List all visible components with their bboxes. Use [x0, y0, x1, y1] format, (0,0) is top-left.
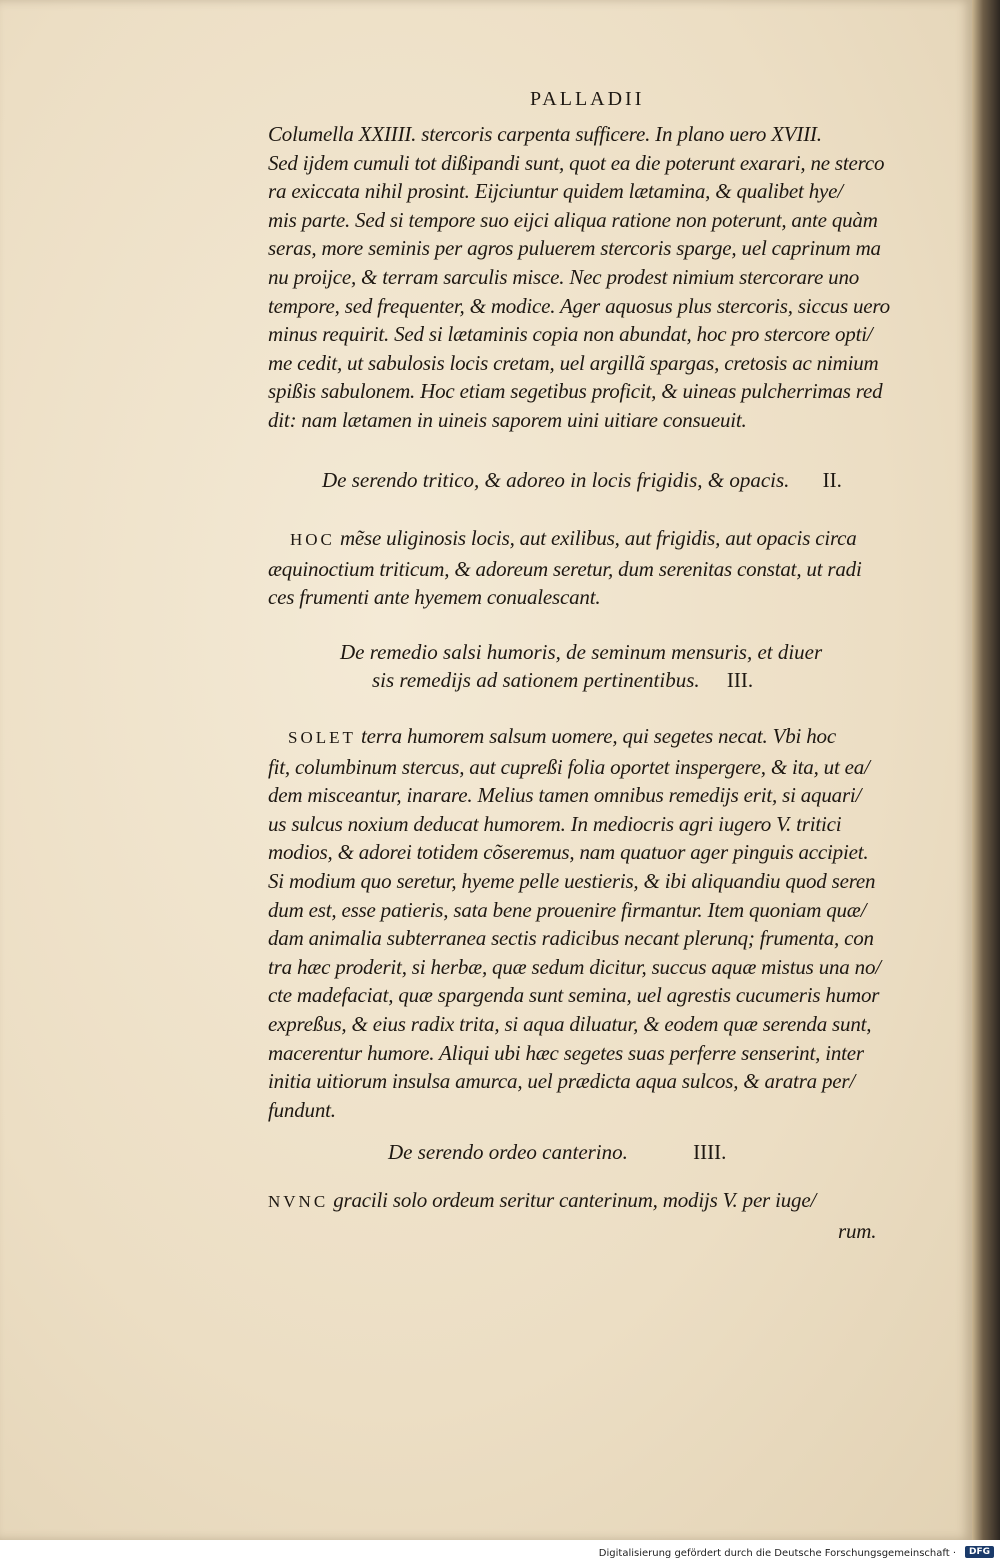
heading-text: De serendo tritico, & adoreo in locis frigidis, & opacis. — [322, 468, 790, 492]
paragraph-2 — [268, 524, 918, 612]
initial-word: NVNC — [268, 1192, 329, 1211]
heading-text: sis remedijs ad sationem pertinentibus. — [372, 668, 700, 692]
paragraph-line: fit, columbinum stercus, aut cupreßi folia oportet inspergere, & ita, ut ea/ — [268, 754, 870, 779]
chapter-heading-3-line-1: De remedio salsi humoris, de seminum mensuris, et diuer — [340, 640, 823, 664]
paragraph-line: dum est, esse patieris, sata bene prouenire firmantur. Item quoniam quæ/ — [268, 897, 867, 922]
paragraph-line: dit: nam lætamen in uineis saporem uini uitiare consueuit. — [268, 407, 747, 432]
paragraph-line: æquinoctium triticum, & adoreum seretur, dum serenitas constat, ut radi — [268, 556, 862, 581]
chapter-number: IIII. — [693, 1140, 727, 1164]
paragraph-line — [268, 1186, 918, 1217]
chapter-number: III. — [726, 668, 754, 692]
chapter-heading-4 — [388, 1140, 726, 1165]
paragraph-line: minus requirit. Sed si lætaminis copia non abundat, hoc pro stercore opti/ — [268, 322, 873, 347]
paragraph-line: Si modium quo seretur, hyeme pelle uestieris, & ibi aliquandiu quod seren — [268, 868, 876, 893]
paragraph-line: ces frumenti ante hyemem conualescant. — [268, 585, 601, 610]
paragraph-line: dem misceantur, inarare. Melius tamen omnibus remedijs erit, si aquari/ — [268, 783, 862, 808]
paragraph-line: Columella XXIIII. stercoris carpenta sufficere. In plano uero XVIII. — [268, 122, 822, 146]
paragraph-line: modios, & adorei totidem cõseremus, nam quatuor ager pinguis accipiet. — [268, 840, 869, 865]
running-head: PALLADII — [530, 88, 645, 110]
line-text: terra humorem salsum uomere, qui segetes necat. Vbi hoc — [355, 724, 836, 748]
paragraph-line: expreßus, & eius radix trita, si aqua diluatur, & eodem quæ serenda sunt, — [268, 1011, 872, 1036]
paragraph-line: seras, more seminis per agros puluerem stercoris sparge, uel caprinum ma — [268, 236, 881, 261]
line-text: gracili solo ordeum seritur canterinum, modijs V. per iuge/ — [328, 1188, 817, 1212]
chapter-heading-2 — [322, 468, 842, 493]
line-text: mẽse uliginosis locis, aut exilibus, aut frigidis, aut opacis circa — [334, 526, 857, 550]
initial-word: HOC — [290, 530, 335, 549]
paragraph-line: ra exiccata nihil prosint. Eijciuntur quidem lætamina, & qualibet hye/ — [268, 179, 843, 204]
paragraph-line: me cedit, ut sabulosis locis cretam, uel argillã spargas, cretosis ac nimium — [268, 350, 879, 375]
paragraph-line: rum. — [838, 1218, 877, 1243]
paragraph-line: tempore, sed frequenter, & modice. Ager aquosus plus stercoris, siccus uero — [268, 293, 890, 318]
heading-text: De serendo ordeo canterino. — [388, 1140, 628, 1164]
paragraph-1 — [268, 120, 918, 435]
paragraph-line: macerentur humore. Aliqui ubi hæc segetes suas perferre senserint, inter — [268, 1040, 864, 1065]
funding-credit: Digitalisierung gefördert durch die Deutsche Forschungsgemeinschaft · — [598, 1548, 956, 1559]
paragraph-line: tra hæc proderit, si herbæ, quæ sedum dicitur, succus aquæ mistus una no/ — [268, 954, 881, 979]
paragraph-line: fundunt. — [268, 1097, 336, 1122]
paragraph-line: nu proijce, & terram sarculis misce. Nec prodest nimium stercorare uno — [268, 264, 860, 289]
initial-word: SOLET — [288, 728, 356, 747]
paragraph-line — [268, 524, 918, 555]
chapter-heading-3-line-2 — [372, 668, 753, 693]
paragraph-line: Sed ijdem cumuli tot dißipandi sunt, quot ea die poterunt exarari, ne sterco — [268, 150, 885, 175]
chapter-number: II. — [822, 468, 842, 492]
paragraph-line: mis parte. Sed si tempore suo eijci aliqua ratione non poterunt, ante quàm — [268, 207, 878, 232]
paragraph-4 — [268, 1186, 918, 1245]
paragraph-3 — [268, 722, 918, 1124]
dfg-logo: DFG — [965, 1546, 994, 1558]
paragraph-line: us sulcus noxium deducat humorem. In mediocris agri iugero V. tritici — [268, 811, 842, 836]
paragraph-line: spißis sabulonem. Hoc etiam segetibus proficit, & uineas pulcherrimas red — [268, 379, 883, 404]
paragraph-line: cte madefaciat, quæ spargenda sunt semina, uel agrestis cucumeris humor — [268, 983, 880, 1008]
paragraph-line: dam animalia subterranea sectis radicibus necant plerunq; frumenta, con — [268, 926, 874, 951]
paragraph-line — [268, 722, 918, 753]
paragraph-line: initia uitiorum insulsa amurca, uel prædicta aqua sulcos, & aratra per/ — [268, 1069, 856, 1094]
book-spine-edge — [972, 0, 1000, 1540]
